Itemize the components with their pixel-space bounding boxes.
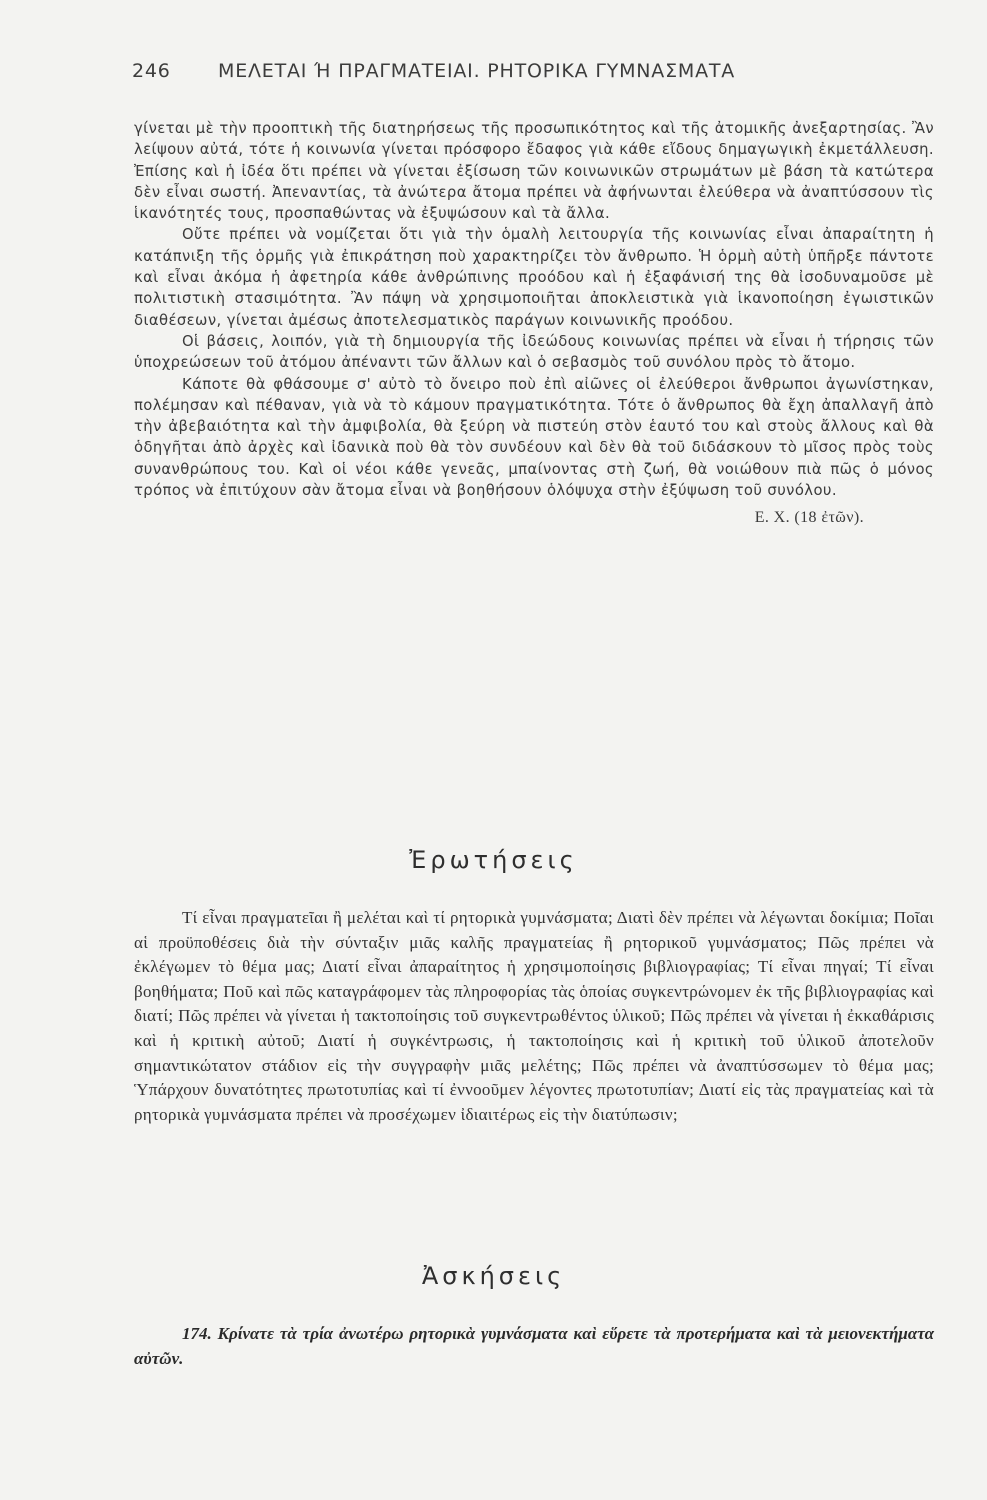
exercise-item [134, 1322, 934, 1371]
running-title: ΜΕΛΕΤΑΙ Ή ΠΡΑΓΜΑΤΕΙΑΙ. ΡΗΤΟΡΙΚΑ ΓΥΜΝΑΣΜΑΤΑ [218, 60, 736, 82]
running-head [132, 60, 852, 82]
exercise-text: Κρίνατε τὰ τρία ἀνωτέρω ρητορικὰ γυμνάσματα καὶ εὕρετε τὰ προτερήματα καὶ τὰ μειονεκτήματα αὐτῶν. [134, 1324, 935, 1368]
essay-text [134, 118, 934, 529]
author-signature: Ε. Χ. (18 ἐτῶν). [754, 509, 864, 527]
questions-heading: Ἐρωτήσεις [409, 846, 578, 874]
page-number: 246 [132, 60, 171, 82]
questions-paragraph: Τί εἶναι πραγματεῖαι ἢ μελέται καὶ τί ρητορικὰ γυμνάσματα; Διατὶ δὲν πρέπει νὰ λέγωνται δοκίμια; Ποῖαι αἱ προϋποθέσεις διὰ τὴν σύνταξιν μιᾶς καλῆς πραγματείας ἢ ρητορικοῦ γυμνάσματος; Πῶς πρέπει νὰ ἐκλέγωμεν τὸ θέμα μας; Διατί εἶναι ἀπαραίτητος ἡ χρησιμοποίησις βιβλιογραφίας; Τί εἶναι πηγαί; Τί εἶναι βοηθήματα; Ποῦ καὶ πῶς καταγράφομεν τὰς πληροφορίας τὰς ὁποίας συγκεντρώνομεν ἐκ τῆς βιβλιογραφίας καὶ διατί; Πῶς πρέπει νὰ γίνεται ἡ τακτοποίησις τοῦ συγκεντρωθέντος ὑλικοῦ; Πῶς πρέπει νὰ γίνεται ἡ ἐκκαθάρισις καὶ ἡ κριτικὴ αὐτοῦ; Διατί ἡ συγκέντρωσις, ἡ τακτοποίησις καὶ ἡ κριτικὴ τοῦ ὑλικοῦ ἀποτελοῦν σημαντικώτατον στάδιον εἰς τὴν συγγραφὴν μιᾶς μελέτης; Πῶς πρέπει νὰ ἀναπτύσσωμεν τὸ θέμα μας; Ὑπάρχουν δυνατότητες πρωτοτυπίας καὶ τί ἐννοοῦμεν λέγοντες πρωτοτυπίαν; Διατί εἰς τὰς πραγματείας καὶ τὰ ρητορικὰ γυμνάσματα πρέπει νὰ προσέχωμεν ἰδιαιτέρως εἰς τὴν διατύπωσιν; [134, 908, 934, 1124]
essay-paragraph: Οὔτε πρέπει νὰ νομίζεται ὅτι γιὰ τὴν ὁμαλὴ λειτουργία τῆς κοινωνίας εἶναι ἀπαραίτητη ἡ κατάπνιξη τῆς ὁρμῆς γιὰ ἐπικράτηση ποὺ χαρακτηρίζει τὸν ἄνθρωπο. Ἡ ὁρμὴ αὐτὴ ὑπῆρξε πάντοτε καὶ εἶναι ἀκόμα ἡ ἀφετηρία κάθε ἀνθρώπινης προόδου καὶ ἡ ἐξαφάνισή της θὰ ἰσοδυναμοῦσε μὲ πολιτιστικὴ στασιμότητα. Ἂν πάψη νὰ χρησιμοποιῆται ἀποκλειστικὰ γιὰ ἱκανοποίηση ἐγωιστικῶν διαθέσεων, γίνεται ἀμέσως ἀποτελεσματικὸς παράγων κοινωνικῆς προόδου. [134, 226, 934, 329]
exercises-heading: Ἀσκήσεις [421, 1262, 566, 1290]
questions-text [134, 906, 934, 1127]
exercise-number: 174. [182, 1324, 212, 1343]
essay-paragraph: Οἱ βάσεις, λοιπόν, γιὰ τὴ δημιουργία τῆς ἰδεώδους κοινωνίας πρέπει νὰ εἶναι ἡ τήρησις τῶν ὑποχρεώσεων τοῦ ἀτόμου ἀπέναντι τῶν ἄλλων καὶ ὁ σεβασμὸς τοῦ συνόλου πρὸς τὸ ἄτομο. [134, 332, 934, 372]
essay-paragraph: γίνεται μὲ τὴν προοπτικὴ τῆς διατηρήσεως τῆς προσωπικότητος καὶ τῆς ἀτομικῆς ἀνεξαρτησίας. Ἂν λείψουν αὐτά, τότε ἡ κοινωνία γίνεται πρόσφορο ἔδαφος γιὰ κάθε εἴδους δημαγωγικὴ ἐκμετάλλευση. Ἐπίσης καὶ ἡ ἰδέα ὅτι πρέπει νὰ γίνεται ἐξίσωση τῶν κοινωνικῶν στρωμάτων μὲ βάση τὰ κατώτερα δὲν εἶναι σωστή. Ἀπεναντίας, τὰ ἀνώτερα ἄτομα πρέπει νὰ ἀφήνωνται ἐλεύθερα νὰ ἀναπτύσσουν τὶς ἱκανότητές τους, προσπαθώντας νὰ ἐξυψώσουν καὶ τὰ ἄλλα. [134, 120, 934, 223]
essay-paragraph: Κάποτε θὰ φθάσουμε σ' αὐτὸ τὸ ὄνειρο ποὺ ἐπὶ αἰῶνες οἱ ἐλεύθεροι ἄνθρωποι ἀγωνίστηκαν, πολέμησαν καὶ πέθαναν, γιὰ νὰ τὸ κάμουν πραγματικότητα. Τότε ὁ ἄνθρωπος θὰ ἔχη ἀπαλλαγῆ ἀπὸ τὴν ἀβεβαιότητα καὶ τὴν ἀμφιβολία, θὰ ξεύρη νὰ πιστεύη στὸν ἑαυτό του καὶ στοὺς ἄλλους καὶ θὰ ὁδηγῆται ἀπὸ ἀρχὲς καὶ ἰδανικὰ ποὺ θὰ τὸν συνδέουν καὶ δὲν θὰ τοῦ διδάσκουν τὸ μῖσος πρὸς τοὺς συνανθρώπους του. Καὶ οἱ νέοι κάθε γενεᾶς, μπαίνοντας στὴ ζωή, θὰ νοιώθουν πιὰ πῶς ὁ μόνος τρόπος νὰ ἐπιτύχουν σὰν ἄτομα εἶναι νὰ βοηθήσουν ὁλόψυχα στὴν ἐξύψωση τοῦ συνόλου. [134, 375, 934, 500]
